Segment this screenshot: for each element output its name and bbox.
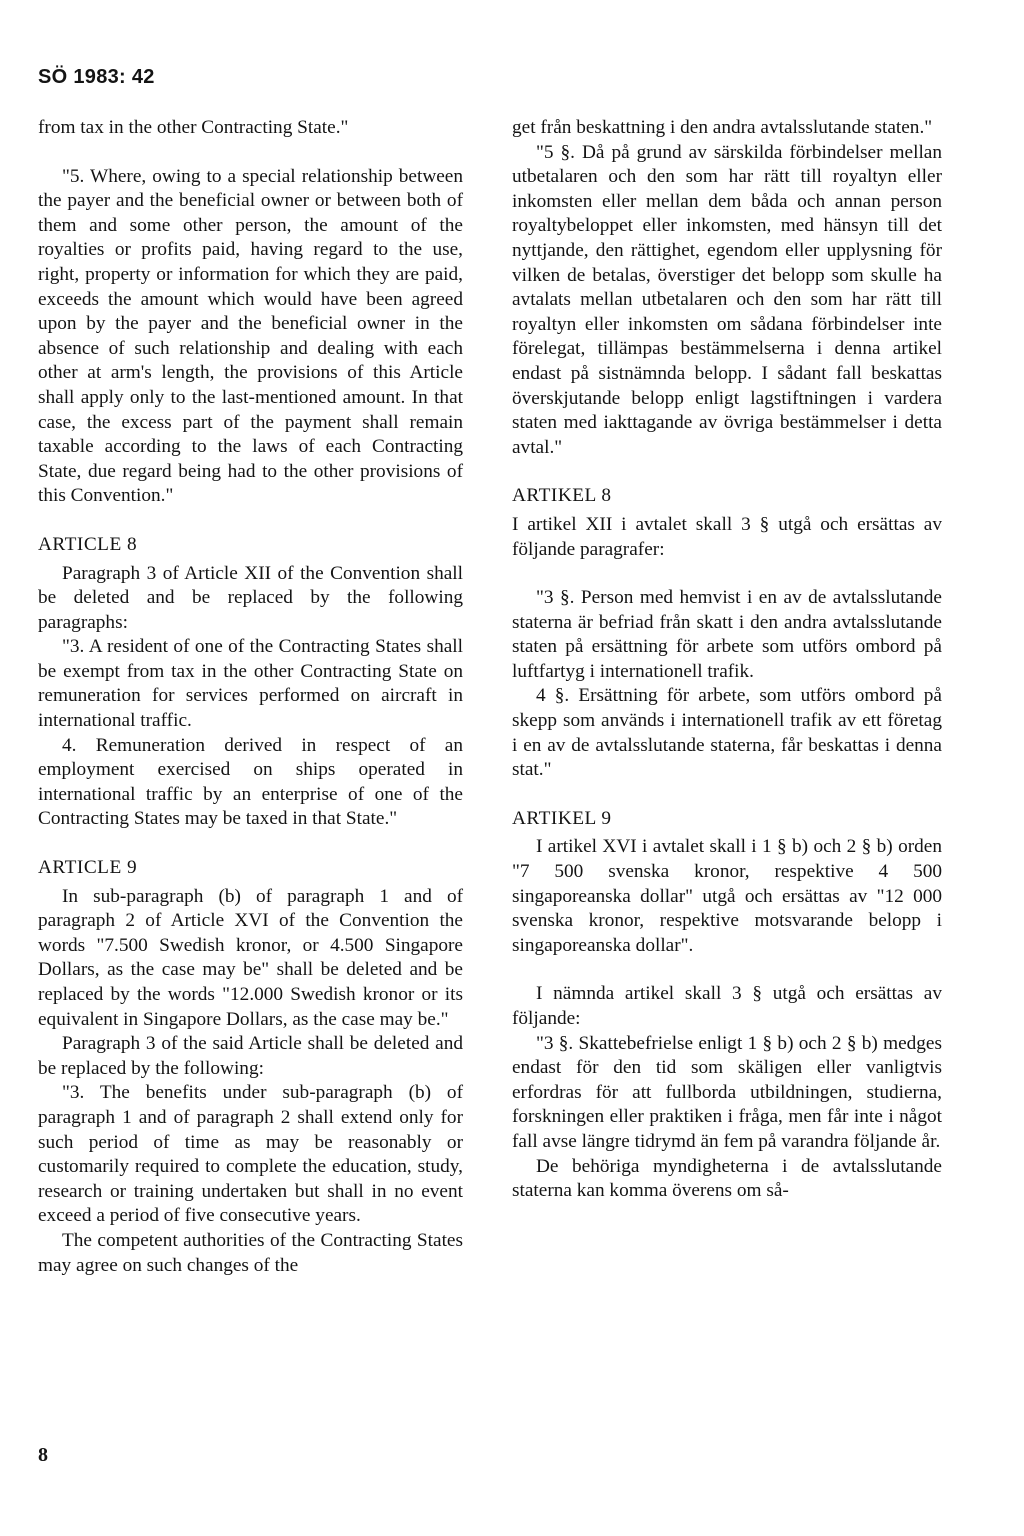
swedish-column (512, 116, 942, 1204)
spacer (512, 460, 942, 484)
paragraph: De behöriga myndigheterna i de avtalsslutande staterna kan komma överens om så- (512, 1155, 942, 1202)
paragraph: "3. A resident of one of the Contracting States shall be exempt from tax in the other Contracting State on remuneration for services performed on aircraft in international traffic. (38, 636, 463, 732)
spacer (38, 141, 463, 165)
paragraph: The competent authorities of the Contracting States may agree on such changes of the (38, 1229, 463, 1276)
paragraph: "3. The benefits under sub-paragraph (b) of paragraph 1 and of paragraph 2 shall extend only for such period of time as may be reasonably or customarily required to complete the education, study, research or training undertaken but shall in no event exceed a period of five consecutive years. (38, 1082, 463, 1227)
paragraph: "5. Where, owing to a special relationship between the payer and the beneficial owner or between both of them and some other person, the amount of the royalties or profits paid, having regard to the use, right, property or information for which they are paid, exceeds the amount which would have been agreed upon by the payer and the beneficial owner in the absence of such relationship and dealing with each other at arm's length, the provisions of this Article shall apply only to the last-mentioned amount. In that case, the excess part of the payment shall remain taxable according to the laws of each Contracting State, due regard being had to the other provisions of this Convention." (38, 165, 463, 507)
paragraph: 4 §. Ersättning för arbete, som utförs ombord på skepp som används i internationell trafik av ett företag i en av de avtalsslutande staterna, får beskattas i denna stat." (512, 685, 942, 781)
article-heading: ARTICLE 9 (38, 857, 138, 879)
spacer (512, 958, 942, 982)
page-number: 8 (38, 1444, 48, 1466)
spacer (512, 783, 942, 807)
paragraph: I nämnda artikel skall 3 § utgå och ersättas av följande: (512, 983, 942, 1029)
paragraph: "5 §. Då på grund av särskilda förbindelser mellan utbetalaren och den som har rätt till royaltyn eller inkomsten eller mellan dem båda och annan person royaltybeloppet eller inkomsten, med hänsyn till det nyttjande, den rättighet, egendom eller upplysning för vilken de betalas, överstiger det belopp som skulle ha avtalats mellan utbetalaren och den som har rätt till royaltyn eller inkomsten om sådana förbindelser inte förelegat, tillämpas bestämmelserna i denna artikel endast på sistnämnda belopp. I sådant fall beskattas överskjutande belopp enligt lagstiftningen i vardera staten med iakttagande av övriga bestämmelser i detta avtal." (512, 141, 942, 458)
spacer (512, 562, 942, 586)
paragraph: In sub-paragraph (b) of paragraph 1 and of paragraph 2 of Article XVI of the Convention the words "7.500 Swedish kronor, or 4.500 Singapore Dollars, as the case may be" shall be deleted and be replaced by the words "12.000 Swedish kronor or its equivalent in Singapore Dollars, as the case may be." (38, 885, 463, 1030)
paragraph: get från beskattning i den andra avtalsslutande staten." (512, 117, 933, 138)
english-column (38, 116, 463, 1278)
paragraph: from tax in the other Contracting State." (38, 117, 349, 138)
paragraph: Paragraph 3 of Article XII of the Convention shall be deleted and be replaced by the following paragraphs: (38, 562, 463, 633)
paragraph: I artikel XII i avtalet skall 3 § utgå och ersättas av följande paragrafer: (512, 513, 942, 560)
paragraph: I artikel XVI i avtalet skall i 1 § b) och 2 § b) orden "7 500 svenska kronor, respektive 4 500 singaporeanska dollar" utgå och ersättas av "12 000 svenska kronor, respektive motsvarande belopp i singaporeanska dollar". (512, 836, 942, 956)
article-heading: ARTICLE 8 (38, 533, 138, 555)
spacer (38, 832, 463, 856)
spacer (38, 509, 463, 533)
paragraph: "3 §. Skattebefrielse enligt 1 § b) och 2 § b) medges endast för den tid som skäligen eller vanligtvis erfordras för att fullborda utbildningen, studierna, forskningen eller praktiken i fråga, men får inte i något fall avse längre tidrymd än fem på varandra följande år. (512, 1032, 942, 1152)
paragraph: Paragraph 3 of the said Article shall be deleted and be replaced by the following: (38, 1033, 463, 1079)
document-id: SÖ 1983: 42 (38, 66, 155, 88)
paragraph: "3 §. Person med hemvist i en av de avtalsslutande staterna är befriad från skatt i den andra avtalsslutande staten på ersättning för arbete som utförs ombord på luftfartyg i internationell trafik. (512, 587, 942, 682)
article-heading: ARTIKEL 8 (512, 485, 612, 507)
paragraph: 4. Remuneration derived in respect of an employment exercised on ships operated in international traffic by an enterprise of one of the Contracting States may be taxed in that State." (38, 734, 463, 830)
article-heading: ARTIKEL 9 (512, 807, 612, 829)
